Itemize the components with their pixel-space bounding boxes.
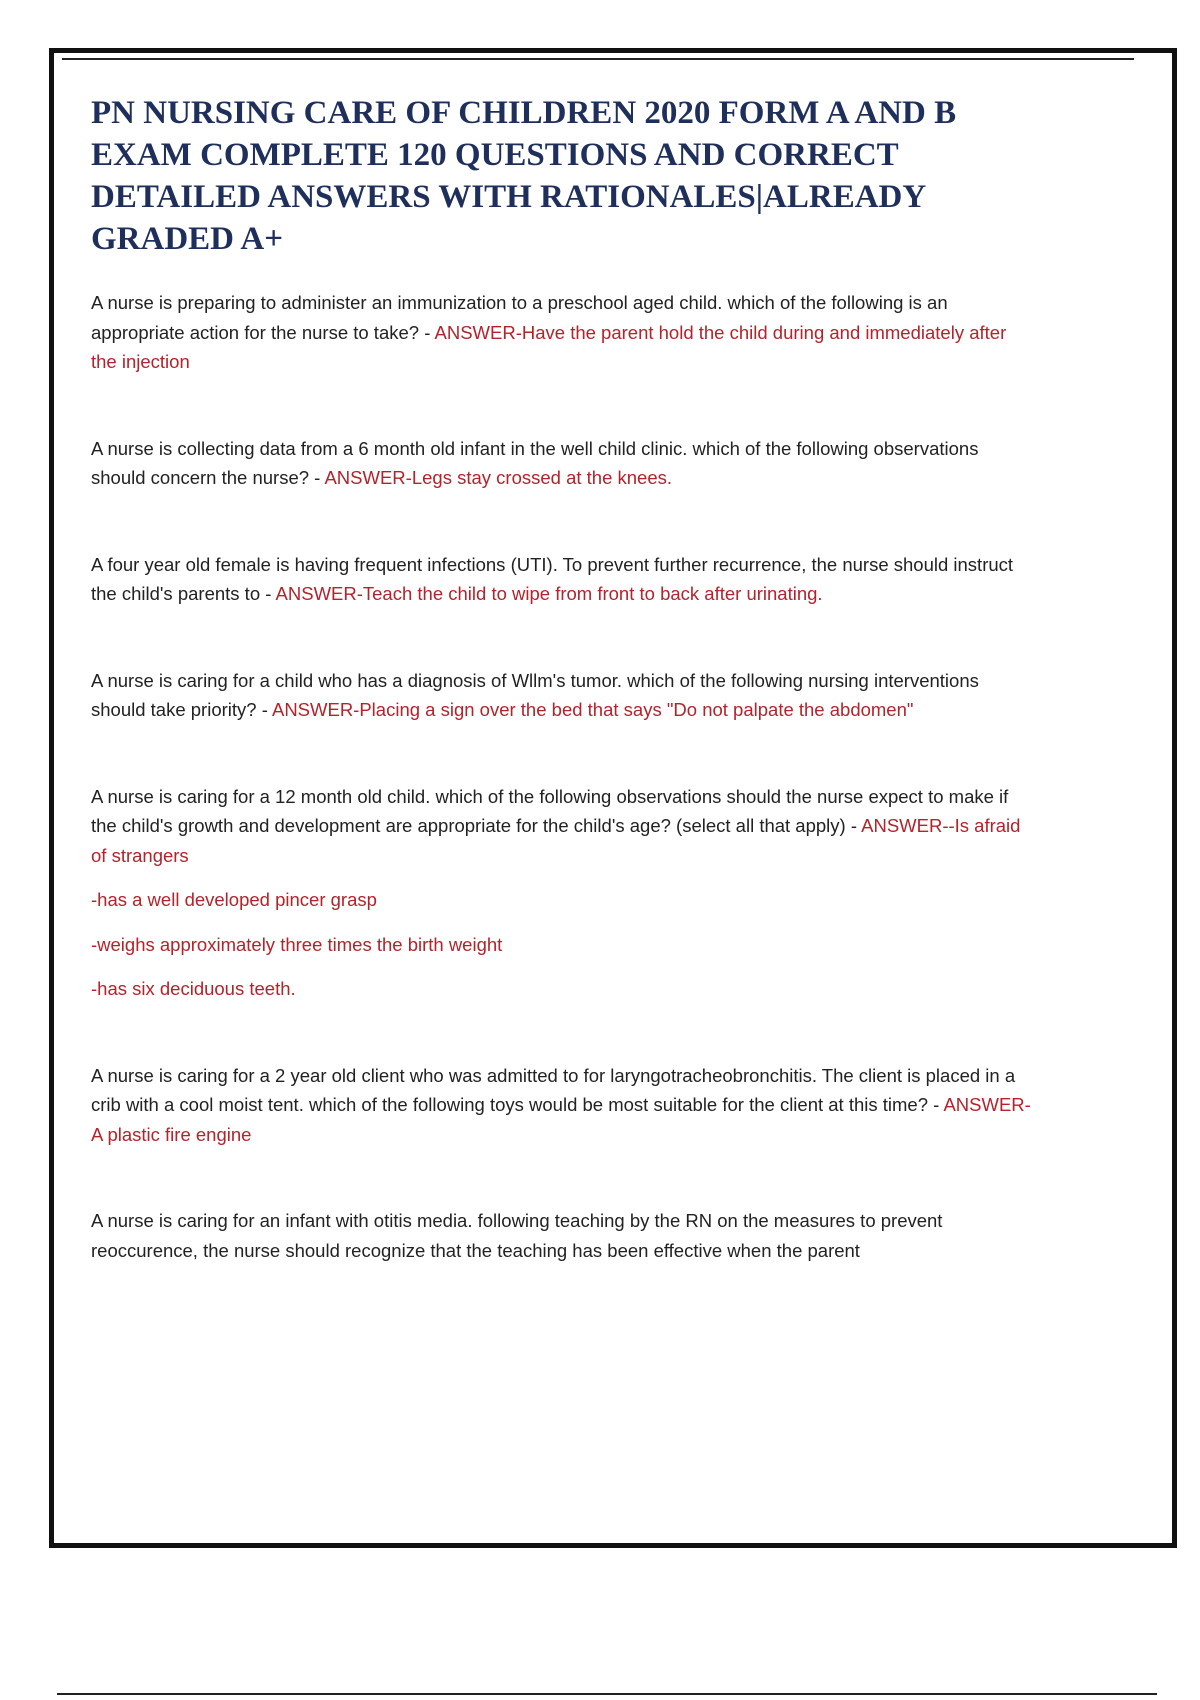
qa-item-6 — [91, 1061, 1031, 1150]
top-rule — [62, 58, 1134, 60]
answer-text: ANSWER--Is afraid of strangers — [91, 815, 1021, 866]
qa-item-2 — [91, 434, 1031, 493]
answer-text: ANSWER-Placing a sign over the bed that says "Do not palpate the abdomen" — [271, 699, 914, 720]
answer-text: ANSWER-A plastic fire engine — [91, 1094, 1031, 1145]
answer-extra-1: -has a well developed pincer grasp — [91, 889, 377, 910]
qa-item-3 — [91, 550, 1031, 609]
qa-item-4 — [91, 666, 1031, 725]
question-text: A nurse is caring for a 12 month old child. which of the following observations should the nurse expect to make if the child's growth and development are appropriate for the child's age? (select all that apply) - — [91, 785, 1009, 836]
bottom-rule — [57, 1693, 1157, 1695]
qa-item-5 — [91, 782, 1031, 1004]
answer-extra-2: -weighs approximately three times the birth weight — [91, 933, 503, 955]
answer-extra-3: -has six deciduous teeth. — [91, 978, 296, 999]
question-text: A four year old female is having frequent infections (UTI). To prevent further recurrence, the nurse should instruct the child's parents to - — [91, 553, 1014, 604]
answer-text: ANSWER-Teach the child to wipe from front to back after urinating. — [275, 583, 823, 604]
qa-item-1 — [91, 288, 1031, 377]
qa-item-5-main — [91, 782, 1031, 871]
document-content — [91, 92, 1031, 1265]
question-text: A nurse is caring for a 2 year old client who was admitted to for laryngotracheobronchitis. The client is placed in a crib with a cool moist tent. which of the following toys would be most suitable for the client at this time? - — [91, 1064, 1016, 1115]
question-text: A nurse is preparing to administer an immunization to a preschool aged child. which of the following is an appropriate action for the nurse to take? - — [91, 292, 948, 343]
question-text: A nurse is caring for an infant with otitis media. following teaching by the RN on the measures to prevent reoccurence, the nurse should recognize that the teaching has been effective when the parent — [91, 1210, 943, 1261]
answer-text: ANSWER-Have the parent hold the child during and immediately after the injection — [91, 321, 1007, 372]
document-title: PN NURSING CARE OF CHILDREN 2020 FORM A AND B EXAM COMPLETE 120 QUESTIONS AND CORRECT DETAILED ANSWERS WITH RATIONALES|ALREADY GRADED A+ — [91, 95, 957, 257]
qa-item-7 — [91, 1206, 1031, 1265]
answer-text: ANSWER-Legs stay crossed at the knees. — [324, 467, 673, 488]
question-text: A nurse is caring for a child who has a diagnosis of Wllm's tumor. which of the following nursing interventions should take priority? - — [91, 669, 979, 720]
question-text: A nurse is collecting data from a 6 month old infant in the well child clinic. which of the following observations should concern the nurse? - — [91, 437, 979, 488]
